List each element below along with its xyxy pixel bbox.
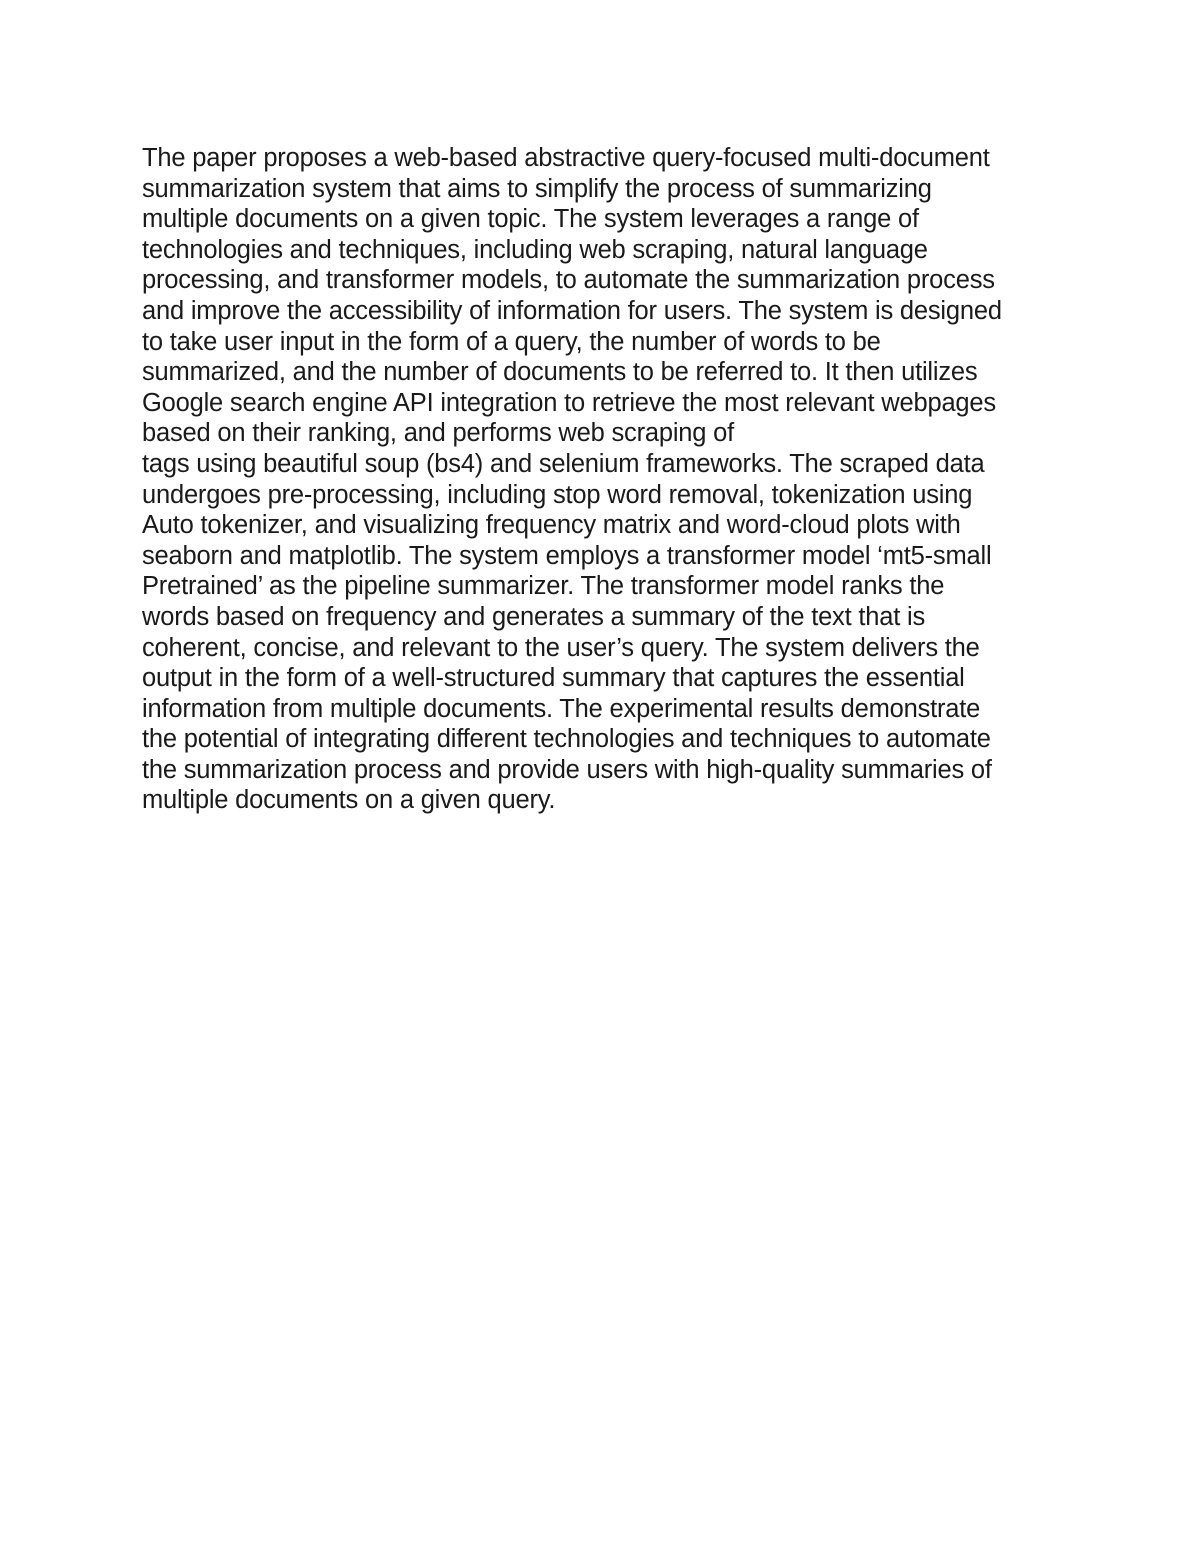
- paragraph-line: words based on frequency and generates a summary of the text that is: [142, 602, 926, 631]
- paragraph-line: Pretrained’ as the pipeline summarizer. The transformer model ranks the: [142, 572, 945, 601]
- paragraph-line: the potential of integrating different technologies and techniques to automate: [142, 725, 991, 754]
- paragraph-line: processing, and transformer models, to automate the summarization process: [142, 266, 995, 295]
- paragraph-line: Auto tokenizer, and visualizing frequency matrix and word-cloud plots with: [142, 511, 961, 540]
- paragraph-line: multiple documents on a given query.: [142, 786, 556, 815]
- paragraph-line: and improve the accessibility of information for users. The system is designed: [142, 296, 1002, 325]
- paragraph-line: seaborn and matplotlib. The system employs a transformer model ‘mt5-small: [142, 541, 992, 570]
- paragraph-line: to take user input in the form of a query, the number of words to be: [142, 327, 881, 356]
- paragraph-line: output in the form of a well-structured summary that captures the essential: [142, 664, 965, 693]
- paragraph-line: multiple documents on a given topic. The system leverages a range of: [142, 205, 919, 234]
- paragraph-line: based on their ranking, and performs web scraping of: [142, 419, 735, 448]
- abstract-paragraph: [142, 143, 1082, 816]
- paragraph-line: the summarization process and provide users with high-quality summaries of: [142, 755, 992, 784]
- paragraph-line: summarized, and the number of documents to be referred to. It then utilizes: [142, 358, 978, 387]
- paragraph-line: summarization system that aims to simplify the process of summarizing: [142, 174, 932, 203]
- paragraph-line: Google search engine API integration to retrieve the most relevant webpages: [142, 388, 996, 417]
- paragraph-line: information from multiple documents. The experimental results demonstrate: [142, 694, 981, 723]
- paragraph-line: tags using beautiful soup (bs4) and selenium frameworks. The scraped data: [142, 449, 985, 478]
- paragraph-line: undergoes pre-processing, including stop word removal, tokenization using: [142, 480, 973, 509]
- paragraph-line: The paper proposes a web-based abstractive query-focused multi-document: [142, 144, 990, 172]
- paragraph-line: technologies and techniques, including web scraping, natural language: [142, 235, 928, 264]
- paragraph-line: coherent, concise, and relevant to the user’s query. The system delivers the: [142, 633, 980, 662]
